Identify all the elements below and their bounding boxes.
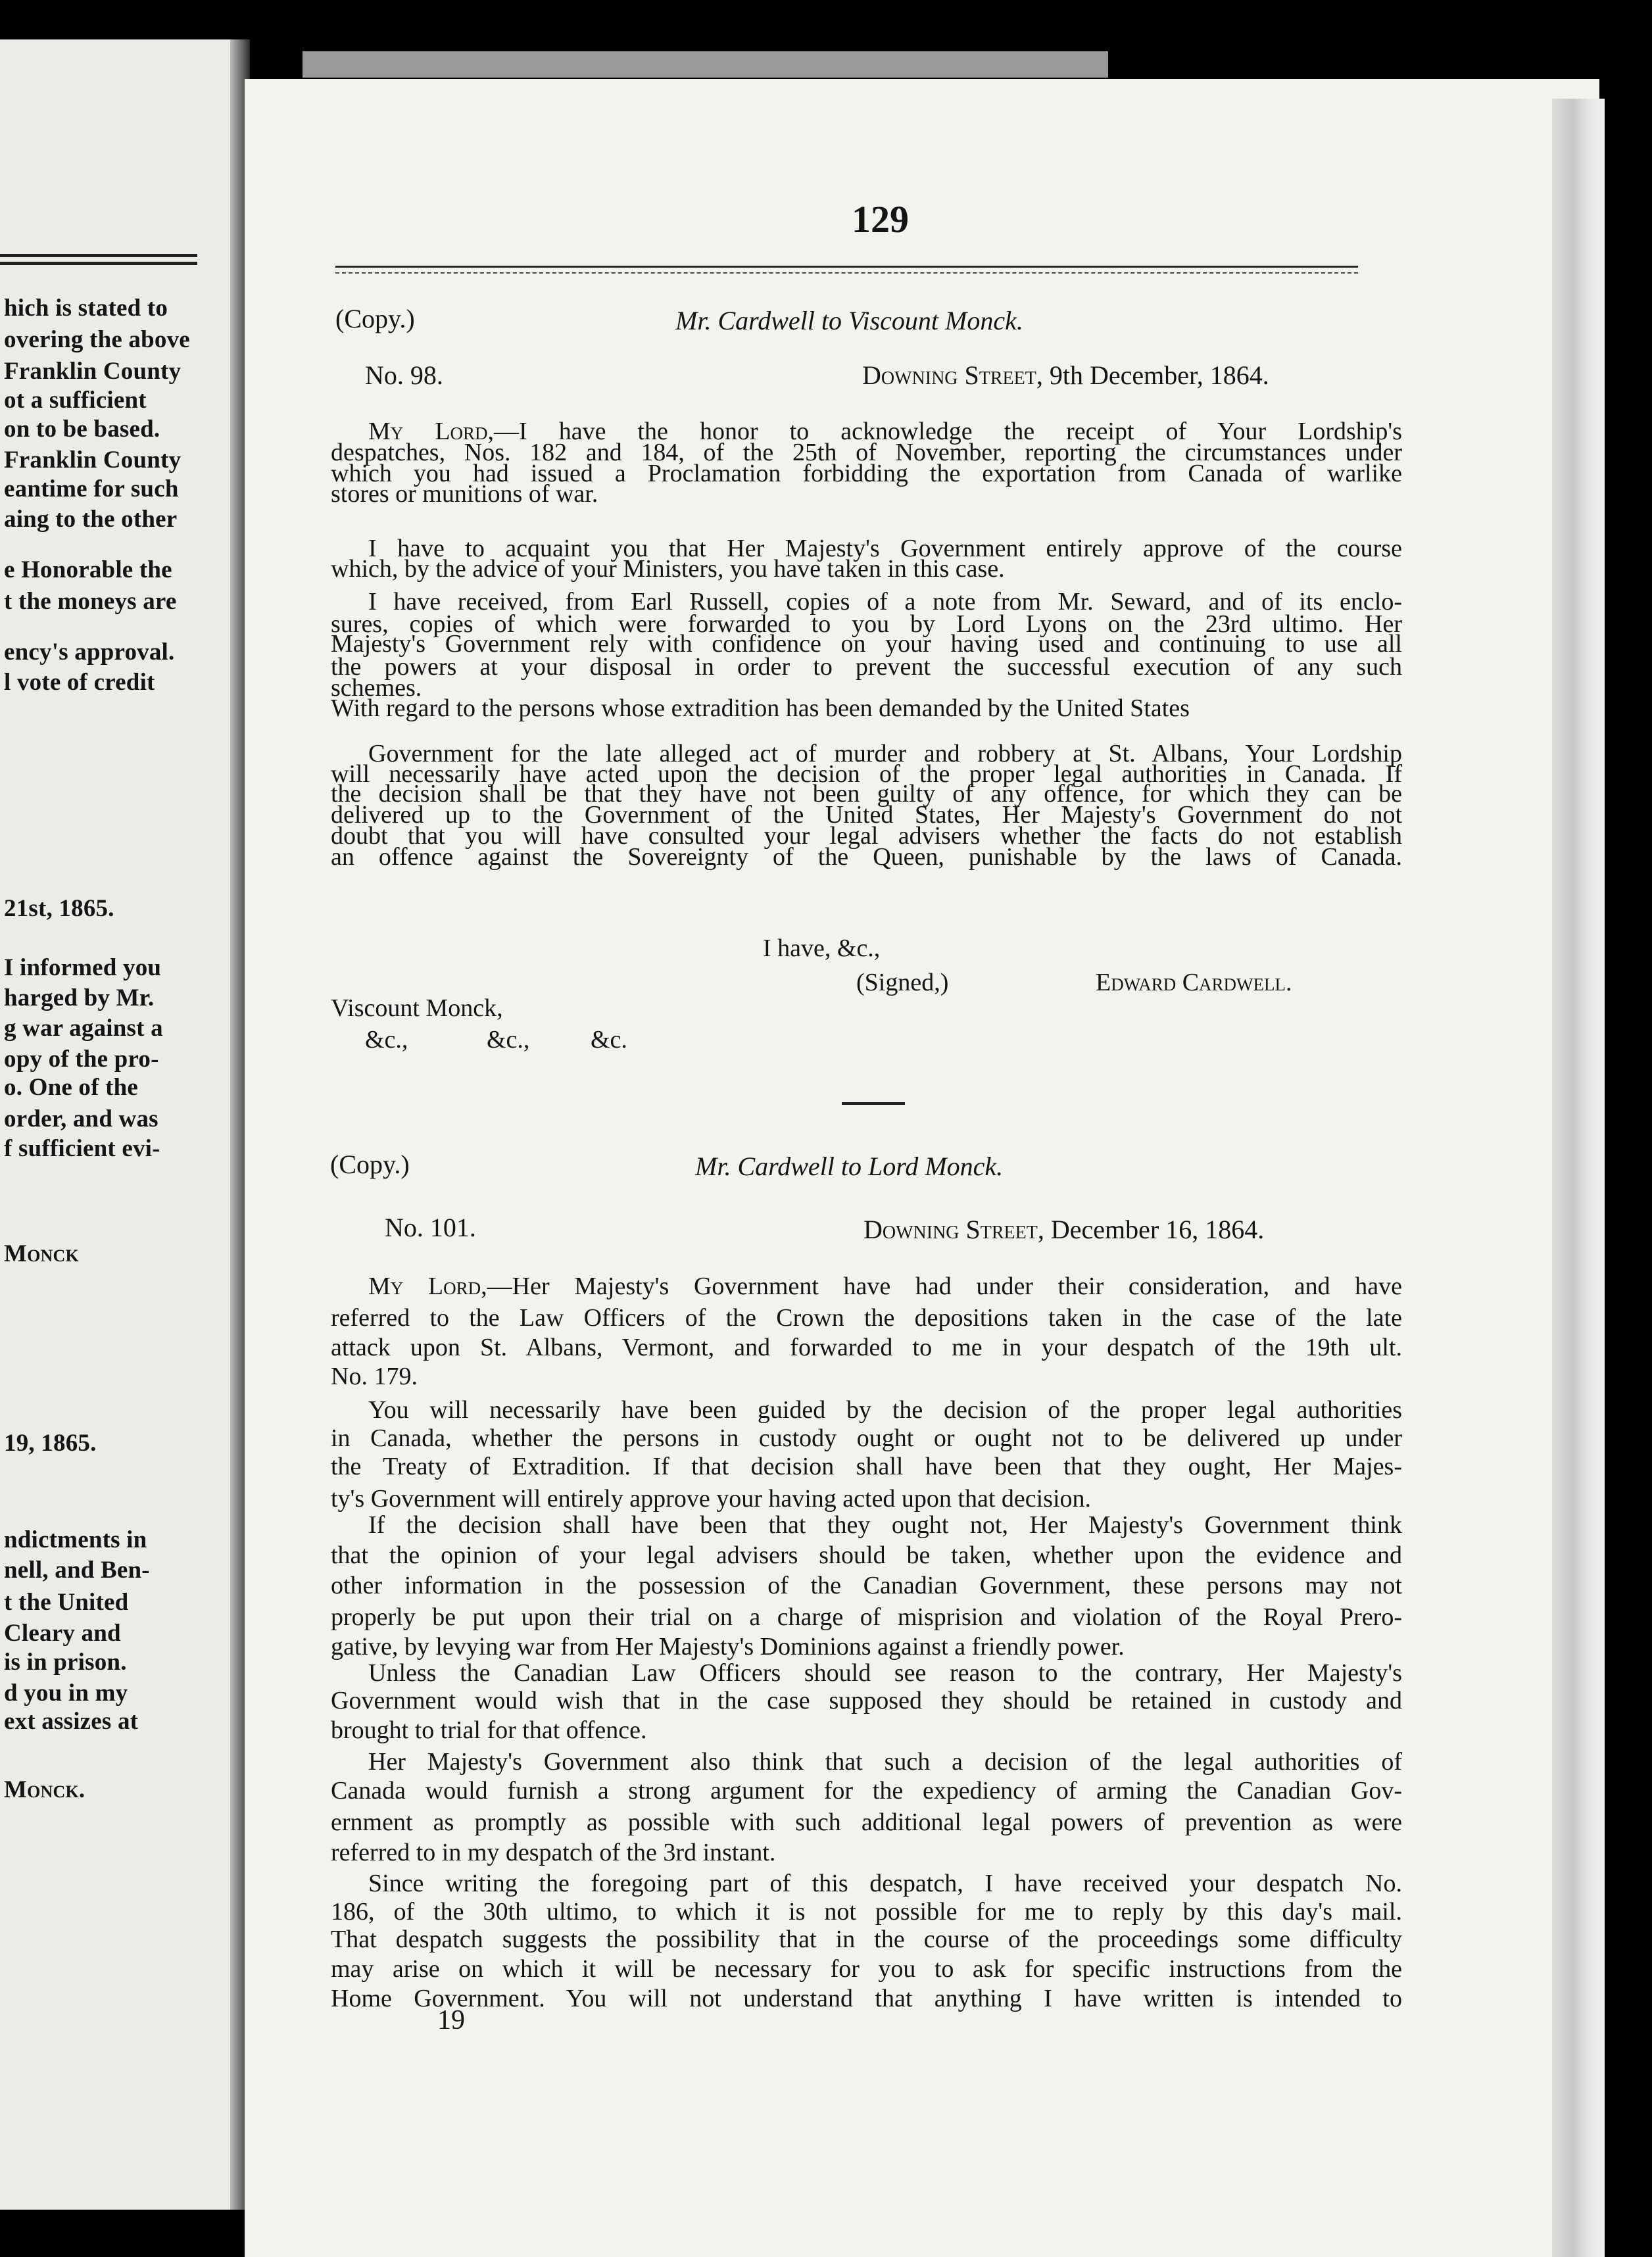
header-rule-dashed: [335, 272, 1358, 274]
body-line: brought to trial for that offence.: [331, 1716, 647, 1744]
letter-separator: [842, 1102, 905, 1105]
salutation-rest: ,—Her Majesty's Government have had under their consideration, and have: [481, 1273, 1402, 1300]
page-top-strip: [303, 51, 1108, 78]
left-page-line: ext assizes at: [4, 1708, 139, 1735]
left-page-line: f sufficient evi-: [4, 1135, 160, 1162]
left-page-line: d you in my: [4, 1680, 128, 1707]
left-page-line: ndictments in: [4, 1526, 147, 1553]
body-line: [368, 1274, 1402, 1299]
signed-1: (Signed,): [856, 969, 949, 996]
body-line: With regard to the persons whose extradition has been demanded by the United States: [331, 694, 1190, 722]
place-1: Downing Street: [862, 360, 1036, 390]
left-page-line: ency's approval.: [4, 639, 175, 666]
left-page-line: Cleary and: [4, 1620, 121, 1647]
etc-1: &c.,: [365, 1026, 408, 1054]
body-line: the Treaty of Extradition. If that decision shall have been that they ought, Her Majes-: [331, 1453, 1402, 1480]
left-page-line: Franklin County: [4, 358, 182, 385]
letter-heading-2: Mr. Cardwell to Lord Monck.: [695, 1152, 1004, 1181]
body-line: that the opinion of your legal advisers should be taken, whether upon the evidence and: [331, 1541, 1402, 1569]
salutation: My Lord: [368, 1273, 481, 1300]
left-header-rule-2: [0, 262, 197, 265]
body-line: Her Majesty's Government also think that such a decision of the legal authorities of: [368, 1748, 1402, 1776]
body-line: Majesty's Government rely with confidence on your having used and continuing to use all: [331, 630, 1402, 658]
left-page-line: is in prison.: [4, 1649, 127, 1676]
left-page-line: harged by Mr.: [4, 984, 155, 1011]
body-line: the powers at your disposal in order to prevent the successful execution of any such: [331, 653, 1402, 681]
body-line: delivered up to the Government of the United States, Her Majesty's Government do not: [331, 801, 1402, 829]
place-date-2: [863, 1217, 1264, 1243]
body-line: doubt that you will have consulted your legal advisers whether the facts do not establish: [331, 822, 1402, 850]
left-page-line: eantime for such: [4, 475, 179, 502]
body-line: sures, copies of which were forwarded to you by Lord Lyons on the 23rd ultimo. Her: [331, 610, 1402, 638]
body-line: referred to the Law Officers of the Crown the depositions taken in the case of the late: [331, 1304, 1402, 1332]
page-number: 129: [852, 198, 909, 241]
left-page-line: nell, and Ben-: [4, 1557, 150, 1584]
letter-heading-1: Mr. Cardwell to Viscount Monck.: [675, 306, 1023, 335]
body-line: 186, of the 30th ultimo, to which it is not possible for me to reply by this day's mail.: [331, 1898, 1402, 1926]
header-rule: [335, 266, 1358, 268]
body-line: ernment as promptly as possible with such additional legal powers of prevention as were: [331, 1808, 1402, 1836]
body-line: the decision shall be that they have not been guilty of any offence, for which they can be: [331, 780, 1402, 808]
body-line: ty's Government will entirely approve your having acted upon that decision.: [331, 1485, 1092, 1513]
left-page-line: ot a sufficient: [4, 387, 147, 414]
left-page-line: t the United: [4, 1589, 129, 1616]
left-page-line: hich is stated to: [4, 295, 168, 322]
place-2: Downing Street: [863, 1215, 1038, 1244]
left-page-line: aing to the other: [4, 506, 178, 533]
body-line: referred to in my despatch of the 3rd instant.: [331, 1839, 776, 1866]
body-line: in Canada, whether the persons in custody ought or ought not to be delivered up under: [331, 1424, 1402, 1452]
body-line: Government for the late alleged act of murder and robbery at St. Albans, Your Lordship: [368, 740, 1402, 767]
body-line: If the decision shall have been that they ought not, Her Majesty's Government think: [368, 1511, 1402, 1539]
signature-1: Edward Cardwell.: [1096, 969, 1292, 996]
left-page-line: Franklin County: [4, 447, 182, 473]
copy-label-1: (Copy.): [335, 304, 415, 333]
body-line: I have to acquaint you that Her Majesty's Government entirely approve of the course: [368, 535, 1402, 562]
left-page-line: o. One of the: [4, 1074, 139, 1101]
body-line: which, by the advice of your Ministers, you have taken in this case.: [331, 555, 1005, 583]
left-page-line: opy of the pro-: [4, 1046, 159, 1073]
left-page-line: e Honorable the: [4, 556, 172, 583]
body-line: Since writing the foregoing part of this despatch, I have received your despatch No.: [368, 1870, 1402, 1897]
body-line: properly be put upon their trial on a charge of misprision and violation of the Royal Prero-: [331, 1603, 1402, 1631]
left-page-line: overing the above: [4, 326, 190, 353]
left-page-line: Monck.: [4, 1776, 85, 1803]
body-line: despatches, Nos. 182 and 184, of the 25th of November, reporting the circumstances under: [331, 439, 1402, 466]
page-edge: [1552, 99, 1605, 2257]
body-line: other information in the possession of the Canadian Government, these persons may not: [331, 1572, 1402, 1599]
addressee-1: Viscount Monck,: [331, 994, 503, 1022]
signature-folio: 19: [437, 2005, 465, 2035]
body-line: which you had issued a Proclamation forbidding the exportation from Canada of warlike: [331, 460, 1402, 487]
body-line: Canada would furnish a strong argument for the expediency of arming the Canadian Gov-: [331, 1777, 1402, 1805]
place-date-1: [862, 362, 1269, 389]
body-line: an offence against the Sovereignty of the Queen, punishable by the laws of Canada.: [331, 843, 1402, 871]
left-facing-page: [0, 39, 245, 2210]
left-page-line: g war against a: [4, 1015, 163, 1042]
left-page-line: t the moneys are: [4, 588, 177, 615]
body-line: No. 179.: [331, 1363, 418, 1390]
despatch-number-2: No. 101.: [385, 1213, 476, 1242]
date-1: , 9th December, 1864.: [1036, 360, 1269, 390]
body-line: stores or munitions of war.: [331, 480, 598, 508]
body-line: You will necessarily have been guided by the decision of the proper legal authorities: [368, 1396, 1402, 1424]
left-page-line: on to be based.: [4, 416, 160, 443]
body-line: schemes.: [331, 674, 422, 702]
salutation: My Lord: [368, 418, 488, 445]
body-line: may arise on which it will be necessary for you to ask for specific instructions from the: [331, 1955, 1402, 1983]
body-line: attack upon St. Albans, Vermont, and forwarded to me in your despatch of the 19th ult.: [331, 1334, 1402, 1361]
left-page-line: Monck: [4, 1240, 79, 1267]
body-line: gative, by levying war from Her Majesty's Dominions against a friendly power.: [331, 1633, 1125, 1661]
despatch-number-1: No. 98.: [365, 360, 443, 390]
body-line: I have received, from Earl Russell, copies of a note from Mr. Seward, and of its enclo-: [368, 588, 1402, 616]
body-line: Home Government. You will not understand that anything I have written is intended to: [331, 1985, 1402, 2012]
closing-1: I have, &c.,: [763, 934, 881, 962]
body-line: Government would wish that in the case supposed they should be retained in custody and: [331, 1687, 1402, 1714]
body-line: will necessarily have acted upon the decision of the proper legal authorities in Canada. If: [331, 760, 1402, 788]
body-line: Unless the Canadian Law Officers should see reason to the contrary, Her Majesty's: [368, 1659, 1402, 1687]
left-page-line: l vote of credit: [4, 669, 155, 696]
left-page-line: 19, 1865.: [4, 1430, 97, 1457]
left-page-line: I informed you: [4, 954, 162, 981]
etc-3: &c.: [591, 1026, 627, 1054]
left-page-line: 21st, 1865.: [4, 895, 114, 922]
left-page-line: order, and was: [4, 1105, 158, 1132]
date-2: , December 16, 1864.: [1037, 1215, 1265, 1244]
etc-2: &c.,: [487, 1026, 530, 1054]
left-header-rule: [0, 254, 197, 257]
salutation-rest: ,—I have the honor to acknowledge the receipt of Your Lordship's: [487, 418, 1402, 445]
body-line: That despatch suggests the possibility that in the course of the proceedings some difficulty: [331, 1926, 1402, 1953]
copy-label-2: (Copy.): [330, 1150, 410, 1179]
